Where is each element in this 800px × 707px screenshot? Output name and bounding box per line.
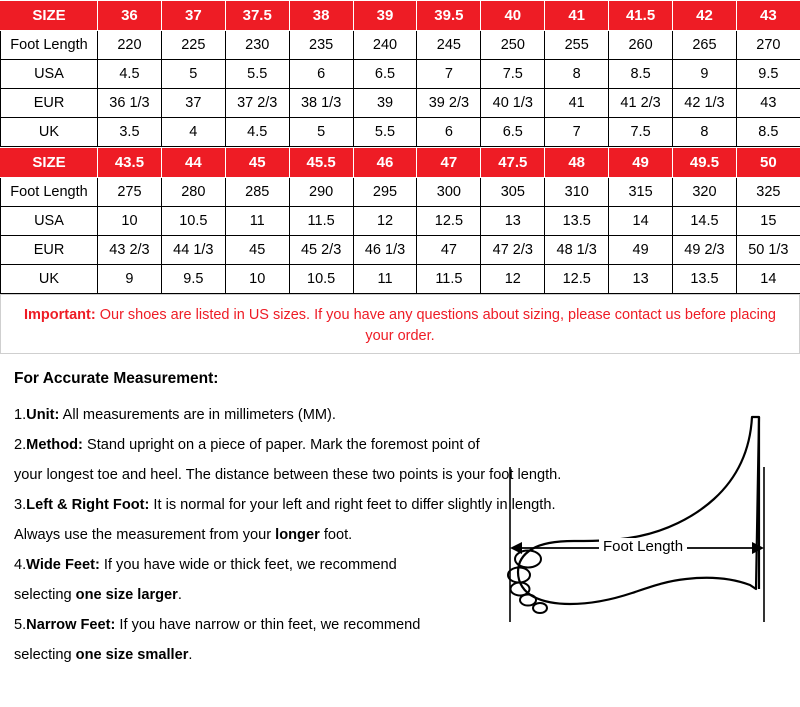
cell: 15 (736, 207, 800, 236)
instruction-number: 3. (14, 497, 27, 513)
measurement-instructions (0, 354, 800, 663)
header-cell: 41.5 (609, 1, 673, 31)
cell: 42 1/3 (673, 89, 737, 118)
cell: 8.5 (609, 60, 673, 89)
instruction-text-tail: . (177, 587, 182, 603)
row-label: UK (1, 265, 98, 294)
instruction-label: Wide Feet: (26, 557, 100, 573)
foot-diagram-svg (464, 407, 794, 647)
cell: 280 (161, 178, 225, 207)
cell: 46 1/3 (353, 236, 417, 265)
cell: 45 (225, 236, 289, 265)
cell: 230 (225, 31, 289, 60)
row-label: Foot Length (1, 31, 98, 60)
cell: 39 2/3 (417, 89, 481, 118)
instruction-label: Left & Right Foot: (26, 497, 150, 513)
table-row (1, 31, 800, 60)
cell: 235 (289, 31, 353, 60)
cell: 50 1/3 (736, 236, 800, 265)
measurement-title: For Accurate Measurement: (14, 370, 219, 387)
foot-measurement-figure (464, 407, 794, 647)
cell: 5 (161, 60, 225, 89)
cell: 6 (289, 60, 353, 89)
cell: 6.5 (353, 60, 417, 89)
cell: 315 (609, 178, 673, 207)
table-row (1, 207, 800, 236)
cell: 6 (417, 118, 481, 147)
row-label: UK (1, 118, 98, 147)
cell: 45 2/3 (289, 236, 353, 265)
cell: 4 (161, 118, 225, 147)
header-cell: 47.5 (481, 148, 545, 178)
header-cell: 37.5 (225, 1, 289, 31)
cell: 36 1/3 (98, 89, 162, 118)
header-cell: 45 (225, 148, 289, 178)
instruction-emphasis: one size larger (75, 587, 178, 603)
cell: 11 (225, 207, 289, 236)
instruction-text: It is normal for your left and right feet to differ slightly in length. (149, 497, 556, 513)
cell: 3.5 (98, 118, 162, 147)
row-label: Foot Length (1, 178, 98, 207)
cell: 41 (545, 89, 609, 118)
instruction-emphasis: longer (275, 527, 320, 543)
cell: 44 1/3 (161, 236, 225, 265)
row-label: EUR (1, 89, 98, 118)
row-label: USA (1, 207, 98, 236)
important-notice-text (13, 305, 787, 347)
cell: 48 1/3 (545, 236, 609, 265)
instruction-text: If you have narrow or thin feet, we recommend (115, 617, 421, 633)
header-cell: 49.5 (673, 148, 737, 178)
cell: 14 (609, 207, 673, 236)
header-cell: 39 (353, 1, 417, 31)
foot-length-label: Foot Length (599, 538, 687, 555)
header-cell: 49 (609, 148, 673, 178)
table-row (1, 89, 800, 118)
cell: 245 (417, 31, 481, 60)
instruction-text: If you have wide or thick feet, we recommend (99, 557, 397, 573)
cell: 43 2/3 (98, 236, 162, 265)
cell: 5.5 (225, 60, 289, 89)
cell: 11.5 (417, 265, 481, 294)
header-cell: 44 (161, 148, 225, 178)
instruction-number: 4. (14, 557, 27, 573)
cell: 6.5 (481, 118, 545, 147)
cell: 12.5 (545, 265, 609, 294)
cell: 8 (673, 118, 737, 147)
cell: 49 (609, 236, 673, 265)
header-cell: 43.5 (98, 148, 162, 178)
cell: 13.5 (673, 265, 737, 294)
cell: 10 (98, 207, 162, 236)
header-cell: 40 (481, 1, 545, 31)
table-row (1, 60, 800, 89)
cell: 7 (545, 118, 609, 147)
cell: 275 (98, 178, 162, 207)
header-cell: 38 (289, 1, 353, 31)
instruction-text: All measurements are in millimeters (MM). (59, 407, 336, 423)
cell: 41 2/3 (609, 89, 673, 118)
cell: 12.5 (417, 207, 481, 236)
cell: 5.5 (353, 118, 417, 147)
cell: 7 (417, 60, 481, 89)
table-row (1, 178, 800, 207)
cell: 270 (736, 31, 800, 60)
cell: 290 (289, 178, 353, 207)
cell: 10 (225, 265, 289, 294)
important-notice-lead: Important: (24, 307, 96, 323)
cell: 8 (545, 60, 609, 89)
cell: 11 (353, 265, 417, 294)
header-cell: 39.5 (417, 1, 481, 31)
important-notice-body: Our shoes are listed in US sizes. If you have any questions about sizing, please contact us before placing your order. (95, 307, 776, 344)
instruction-label: Narrow Feet: (26, 617, 116, 633)
cell: 38 1/3 (289, 89, 353, 118)
table-row (1, 265, 800, 294)
cell: 9.5 (736, 60, 800, 89)
header-cell: 48 (545, 148, 609, 178)
cell: 4.5 (225, 118, 289, 147)
instruction-emphasis: one size smaller (75, 647, 189, 663)
instruction-number: 2. (14, 437, 27, 453)
cell: 12 (481, 265, 545, 294)
cell: 4.5 (98, 60, 162, 89)
cell: 7.5 (609, 118, 673, 147)
cell: 13 (609, 265, 673, 294)
cell: 10.5 (289, 265, 353, 294)
cell: 220 (98, 31, 162, 60)
instruction-label: Unit: (26, 407, 60, 423)
cell: 47 2/3 (481, 236, 545, 265)
cell: 5 (289, 118, 353, 147)
instruction-text: your longest toe and heel. The distance between these two points is your foot length. (14, 467, 562, 483)
cell: 285 (225, 178, 289, 207)
cell: 265 (673, 31, 737, 60)
cell: 12 (353, 207, 417, 236)
cell: 39 (353, 89, 417, 118)
header-cell: 47 (417, 148, 481, 178)
row-label: USA (1, 60, 98, 89)
cell: 9 (98, 265, 162, 294)
cell: 240 (353, 31, 417, 60)
important-notice (0, 294, 800, 354)
cell: 13 (481, 207, 545, 236)
cell: 320 (673, 178, 737, 207)
cell: 10.5 (161, 207, 225, 236)
header-cell: 37 (161, 1, 225, 31)
instruction-text: selecting (14, 647, 76, 663)
cell: 37 2/3 (225, 89, 289, 118)
row-label: EUR (1, 236, 98, 265)
header-cell: 36 (98, 1, 162, 31)
cell: 9.5 (161, 265, 225, 294)
cell: 14 (736, 265, 800, 294)
instruction-text: Stand upright on a piece of paper. Mark the foremost point of (82, 437, 480, 453)
cell: 47 (417, 236, 481, 265)
table-header-row (1, 148, 800, 178)
cell: 305 (481, 178, 545, 207)
cell: 295 (353, 178, 417, 207)
table-header-row (1, 1, 800, 31)
instruction-text-tail: foot. (319, 527, 353, 543)
instruction-text-tail: . (188, 647, 193, 663)
cell: 14.5 (673, 207, 737, 236)
header-cell: 42 (673, 1, 737, 31)
header-cell: 50 (736, 148, 800, 178)
cell: 11.5 (289, 207, 353, 236)
cell: 49 2/3 (673, 236, 737, 265)
cell: 7.5 (481, 60, 545, 89)
cell: 325 (736, 178, 800, 207)
cell: 9 (673, 60, 737, 89)
instruction-number: 5. (14, 617, 27, 633)
cell: 37 (161, 89, 225, 118)
cell: 310 (545, 178, 609, 207)
header-cell-size: SIZE (1, 1, 98, 31)
cell: 250 (481, 31, 545, 60)
instruction-text: Always use the measurement from your (14, 527, 276, 543)
header-cell: 43 (736, 1, 800, 31)
cell: 255 (545, 31, 609, 60)
table-row (1, 236, 800, 265)
cell: 300 (417, 178, 481, 207)
header-cell-size: SIZE (1, 148, 98, 178)
header-cell: 45.5 (289, 148, 353, 178)
instruction-text: selecting (14, 587, 76, 603)
instruction-number: 1. (14, 407, 27, 423)
cell: 43 (736, 89, 800, 118)
cell: 225 (161, 31, 225, 60)
cell: 260 (609, 31, 673, 60)
size-table-large (0, 147, 800, 294)
instruction-label: Method: (26, 437, 83, 453)
cell: 13.5 (545, 207, 609, 236)
table-row (1, 118, 800, 147)
header-cell: 46 (353, 148, 417, 178)
cell: 40 1/3 (481, 89, 545, 118)
header-cell: 41 (545, 1, 609, 31)
cell: 8.5 (736, 118, 800, 147)
size-table-small (0, 0, 800, 147)
